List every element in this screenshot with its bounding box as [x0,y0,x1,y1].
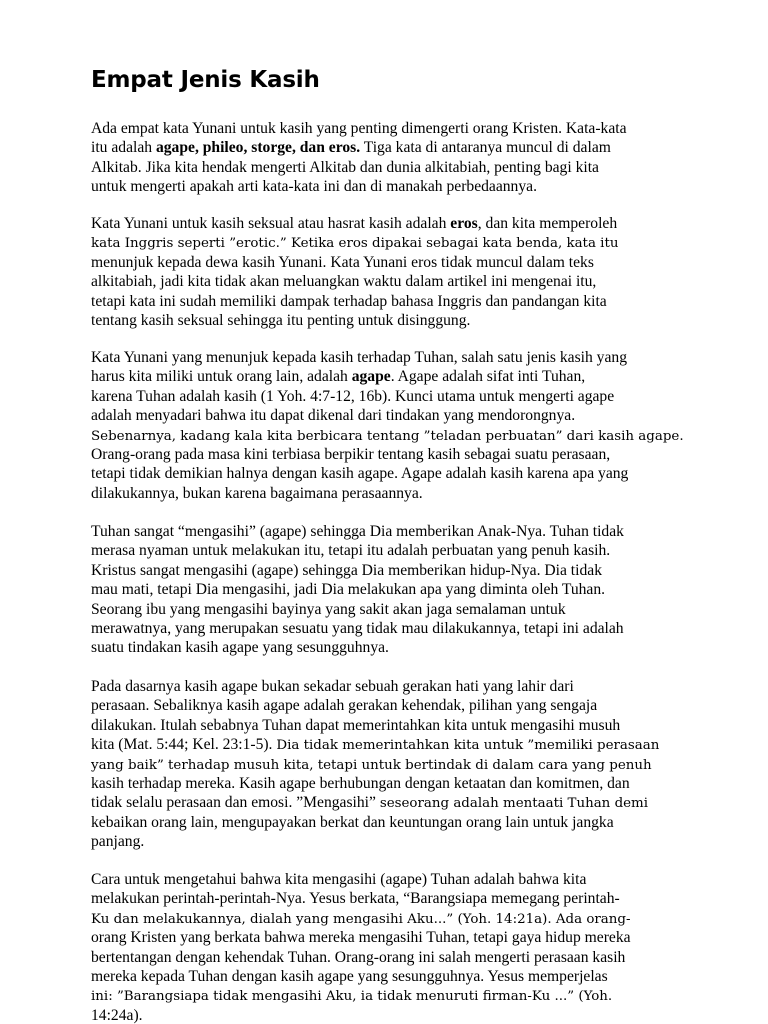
text-run: tetapi tidak demikian halnya dengan kasih agape. Agape adalah kasih karena apa yang [91,465,629,483]
text-run: suatu tindakan kasih agape yang sesungguhnya. [91,639,389,657]
text-run: tentang kasih seksual sehingga itu penting untuk disinggung. [91,311,471,329]
text-line [91,292,691,311]
text-line [91,889,691,908]
text-line [91,716,691,735]
text-line [91,755,691,774]
text-line [91,870,691,889]
text-line [91,909,691,928]
text-run: karena Tuhan adalah kasih (1 Yoh. 4:7-12, 16b). Kunci utama untuk mengerti agape [91,387,615,405]
text-run: Orang-orang pada masa kini terbiasa berpikir tentang kasih sebagai suatu perasaan, [91,445,611,463]
paragraph [91,870,691,1024]
text-run: kita (Mat. 5:44; Kel. 23:1-5). [91,736,277,754]
text-line [91,253,691,272]
text-line [91,619,691,638]
text-run: 14:24a). [91,1006,143,1024]
text-line [91,272,691,291]
text-line [91,522,691,541]
text-run: untuk mengerti apakah arti kata-kata ini dan di manakah perbedaannya. [91,178,537,196]
text-run: kebaikan orang lain, mengupayakan berkat dan keuntungan orang lain untuk jangka [91,813,614,831]
text-run: melakukan perintah-perintah-Nya. Yesus berkata, “Barangsiapa memegang perintah- [91,890,620,908]
text-run: tidak selalu perasaan dan emosi. ”Mengasihi” [91,794,380,812]
text-line [91,967,691,986]
text-run: Kata Yunani yang menunjuk kepada kasih terhadap Tuhan, salah satu jenis kasih yang [91,349,627,366]
text-run: alkitabiah, jadi kita tidak akan meluangkan waktu dalam artikel ini mengenai itu, [91,273,597,291]
text-run: orang Kristen yang berkata bahwa mereka mengasihi Tuhan, tetapi gaya hidup mereka [91,929,631,947]
text-run: harus kita miliki untuk orang lain, adalah [91,368,352,386]
text-line [91,348,691,367]
text-run: Pada dasarnya kasih agape bukan sekadar sebuah gerakan hati yang lahir dari [91,678,574,695]
text-line [91,774,691,793]
text-line [91,580,691,599]
text-run: yang baik” terhadap musuh kita, tetapi untuk bertindak di dalam cara yang penuh [91,757,652,773]
text-run: Dia tidak memerintahkan kita untuk ”memiliki perasaan [276,738,660,754]
text-run: Kristus sangat mengasihi (agape) sehingga Dia memberikan hidup-Nya. Dia tidak [91,561,602,579]
text-run: bertentangan dengan kehendak Tuhan. Orang-orang ini salah mengerti perasaan kasih [91,948,626,966]
text-line [91,928,691,947]
text-run: Tuhan sangat “mengasihi” (agape) sehingga Dia memberikan Anak-Nya. Tuhan tidak [91,523,624,540]
text-run: kata Inggris seperti ”erotic.” Ketika eros dipakai sebagai kata benda, kata itu [91,236,619,252]
text-line [91,986,691,1005]
text-line [91,832,691,851]
text-line [91,464,691,483]
text-line [91,561,691,580]
text-run: panjang. [91,833,145,851]
text-line [91,600,691,619]
text-run: itu adalah [91,139,156,157]
text-run: merawatnya, yang merupakan sesuatu yang tidak mau dilakukannya, tetapi ini adalah [91,619,624,637]
document-title: Empat Jenis Kasih [91,67,320,93]
text-line [91,677,691,696]
text-line [91,387,691,406]
text-line [91,638,691,657]
text-line [91,311,691,330]
paragraph [91,119,691,197]
text-run: . Agape adalah sifat inti Tuhan, [390,368,586,386]
text-line [91,1006,691,1024]
text-line [91,214,691,233]
text-run: Alkitab. Jika kita hendak mengerti Alkitab dan dunia alkitabiah, penting bagi kita [91,158,599,176]
text-line [91,367,691,386]
text-run: Tiga kata di antaranya muncul di dalam [360,139,611,157]
text-line [91,445,691,464]
text-line [91,138,691,157]
text-run: Seorang ibu yang mengasihi bayinya yang sakit akan jaga semalaman untuk [91,600,566,618]
paragraph [91,677,691,852]
text-run: Ada empat kata Yunani untuk kasih yang penting dimengerti orang Kristen. Kata-kata [91,120,627,137]
text-run: Sebenarnya, kadang kala kita berbicara tentang ”teladan perbuatan” dari kasih agape. [91,428,684,444]
text-line [91,793,691,812]
paragraph [91,522,691,658]
text-line [91,158,691,177]
text-run: kasih terhadap mereka. Kasih agape berhubungan dengan ketaatan dan komitmen, dan [91,774,630,792]
text-run: tetapi kata ini sudah memiliki dampak terhadap bahasa Inggris dan pandangan kita [91,292,607,310]
text-line [91,948,691,967]
text-run: Ku dan melakukannya, dialah yang mengasihi Aku...” (Yoh. 14:21a). Ada orang- [91,911,631,927]
bold-text: eros [450,215,478,232]
text-run: menunjuk kepada dewa kasih Yunani. Kata Yunani eros tidak muncul dalam teks [91,253,594,271]
text-run: dilakukannya, bukan karena bagaimana perasaannya. [91,484,423,502]
text-run: mau mati, tetapi Dia mengasihi, jadi Dia melakukan apa yang diminta oleh Tuhan. [91,581,606,599]
text-run: Kata Yunani untuk kasih seksual atau hasrat kasih adalah [91,215,451,232]
text-line [91,735,691,754]
text-line [91,813,691,832]
text-line [91,426,691,445]
text-run: perasaan. Sebaliknya kasih agape adalah gerakan kehendak, pilihan yang sengaja [91,697,598,715]
text-line [91,177,691,196]
paragraph [91,348,691,503]
text-run: ini: ”Barangsiapa tidak mengasihi Aku, ia tidak menuruti firman-Ku ...” (Yoh. [91,989,613,1005]
text-line [91,484,691,503]
text-line [91,119,691,138]
text-run: , dan kita memperoleh [477,215,618,232]
text-run: dilakukan. Itulah sebabnya Tuhan dapat memerintahkan kita untuk mengasihi musuh [91,716,621,734]
text-line [91,541,691,560]
paragraph [91,214,691,330]
text-run: merasa nyaman untuk melakukan itu, tetapi itu adalah perbuatan yang penuh kasih. [91,542,611,560]
text-run: Cara untuk mengetahui bahwa kita mengasihi (agape) Tuhan adalah bahwa kita [91,871,587,888]
bold-text: agape [351,368,391,386]
text-line [91,696,691,715]
text-run: seseorang adalah mentaati Tuhan demi [379,796,649,812]
text-run: adalah menyadari bahwa itu dapat dikenal dari tindakan yang mendorongnya. [91,407,576,425]
text-line [91,233,691,252]
bold-text: agape, phileo, storge, dan eros. [155,139,361,157]
text-line [91,406,691,425]
text-run: mereka kepada Tuhan dengan kasih agape yang sesungguhnya. Yesus memperjelas [91,967,608,985]
